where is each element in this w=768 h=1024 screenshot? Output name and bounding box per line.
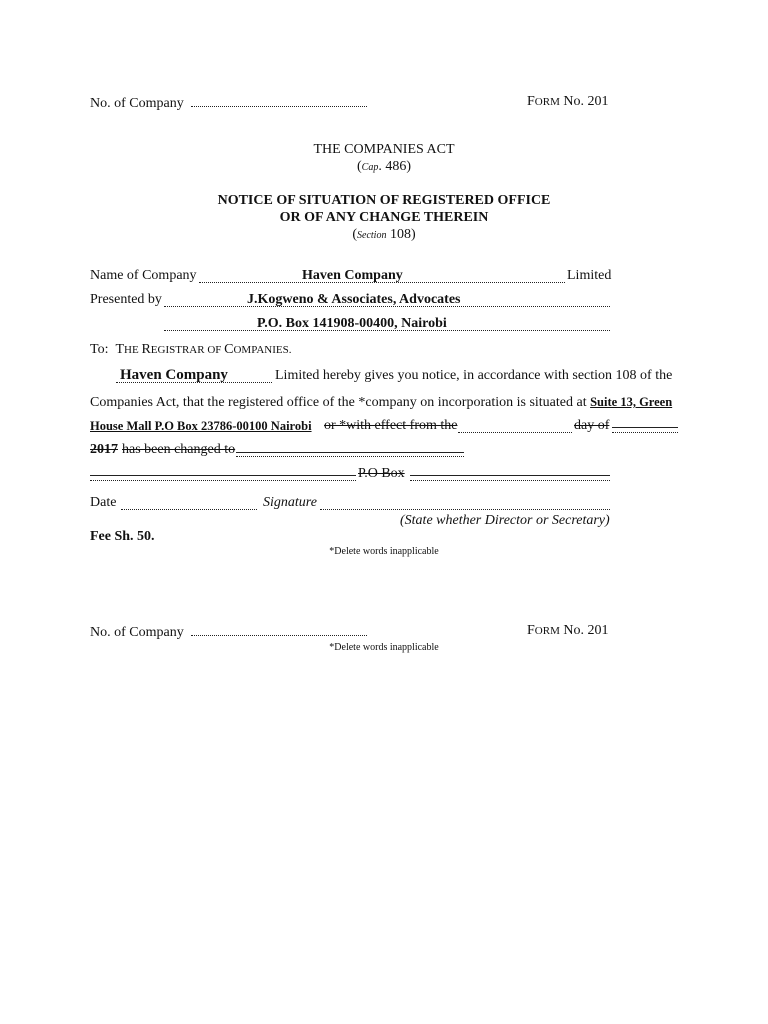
day-of-label: day of xyxy=(574,418,610,433)
body-line-2: Companies Act, that the registered office of the *company on incorporation is situated at Suite 13, Green xyxy=(90,395,673,410)
registered-address-b: House Mall P.O Box 23786-00100 Nairobi xyxy=(90,419,312,433)
name-of-company-value: Haven Company xyxy=(302,268,403,283)
new-address-strike xyxy=(236,452,464,453)
delete-note-top: *Delete words inapplicable xyxy=(329,546,439,557)
effective-day-field[interactable] xyxy=(458,420,572,433)
date-field[interactable] xyxy=(121,497,257,510)
delete-note-bottom: *Delete words inapplicable xyxy=(329,642,439,653)
no-of-company-field-2[interactable] xyxy=(191,623,367,636)
presented-by-label: Presented by xyxy=(90,292,162,307)
changed-to-label: has been changed to xyxy=(122,442,236,457)
no-of-company-row xyxy=(90,94,367,112)
month-strike xyxy=(612,427,678,428)
no-of-company-row-2 xyxy=(90,623,367,641)
act-title: THE COMPANIES ACT xyxy=(313,142,455,157)
name-of-company-label: Name of Company xyxy=(90,268,197,283)
signature-label: Signature xyxy=(263,495,317,510)
notice-section: (Section 108) xyxy=(352,227,416,242)
po-box-label: P.O Box xyxy=(358,466,405,481)
date-label: Date xyxy=(90,495,117,510)
act-cap: (Cap. 486) xyxy=(356,159,411,174)
strike-effect-from: or *with effect from the xyxy=(324,418,458,433)
new-address-field[interactable] xyxy=(236,444,464,457)
body-line-1: Limited hereby gives you notice, in accordance with section 108 of the xyxy=(275,368,673,383)
notice-title-line2: OR OF ANY CHANGE THEREIN xyxy=(279,210,489,225)
address-line-field[interactable] xyxy=(90,468,356,481)
fee-text: Fee Sh. 50. xyxy=(90,529,155,544)
state-director-note: (State whether Director or Secretary) xyxy=(400,513,610,528)
to-registrar: To: THE REGISTRAR OF COMPANIES. xyxy=(90,342,292,357)
notice-title-line1: NOTICE OF SITUATION OF REGISTERED OFFICE xyxy=(217,193,551,208)
no-of-company-label: No. of Company xyxy=(90,96,184,111)
presented-by-value-1: J.Kogweno & Associates, Advocates xyxy=(247,292,461,307)
no-of-company-field[interactable] xyxy=(191,94,367,107)
year-value: 2017 xyxy=(90,442,118,457)
form-number: FORM No. 201 xyxy=(527,94,609,109)
no-of-company-label-2: No. of Company xyxy=(90,625,184,640)
form-number-2: FORM No. 201 xyxy=(527,623,609,638)
body-company-name: Haven Company xyxy=(120,367,228,383)
signature-field[interactable] xyxy=(320,497,610,510)
po-box-strike xyxy=(410,475,610,476)
presented-by-value-2: P.O. Box 141908-00400, Nairobi xyxy=(257,316,447,331)
limited-suffix: Limited xyxy=(567,268,612,283)
registered-address-a: Suite 13, Green xyxy=(590,395,673,409)
